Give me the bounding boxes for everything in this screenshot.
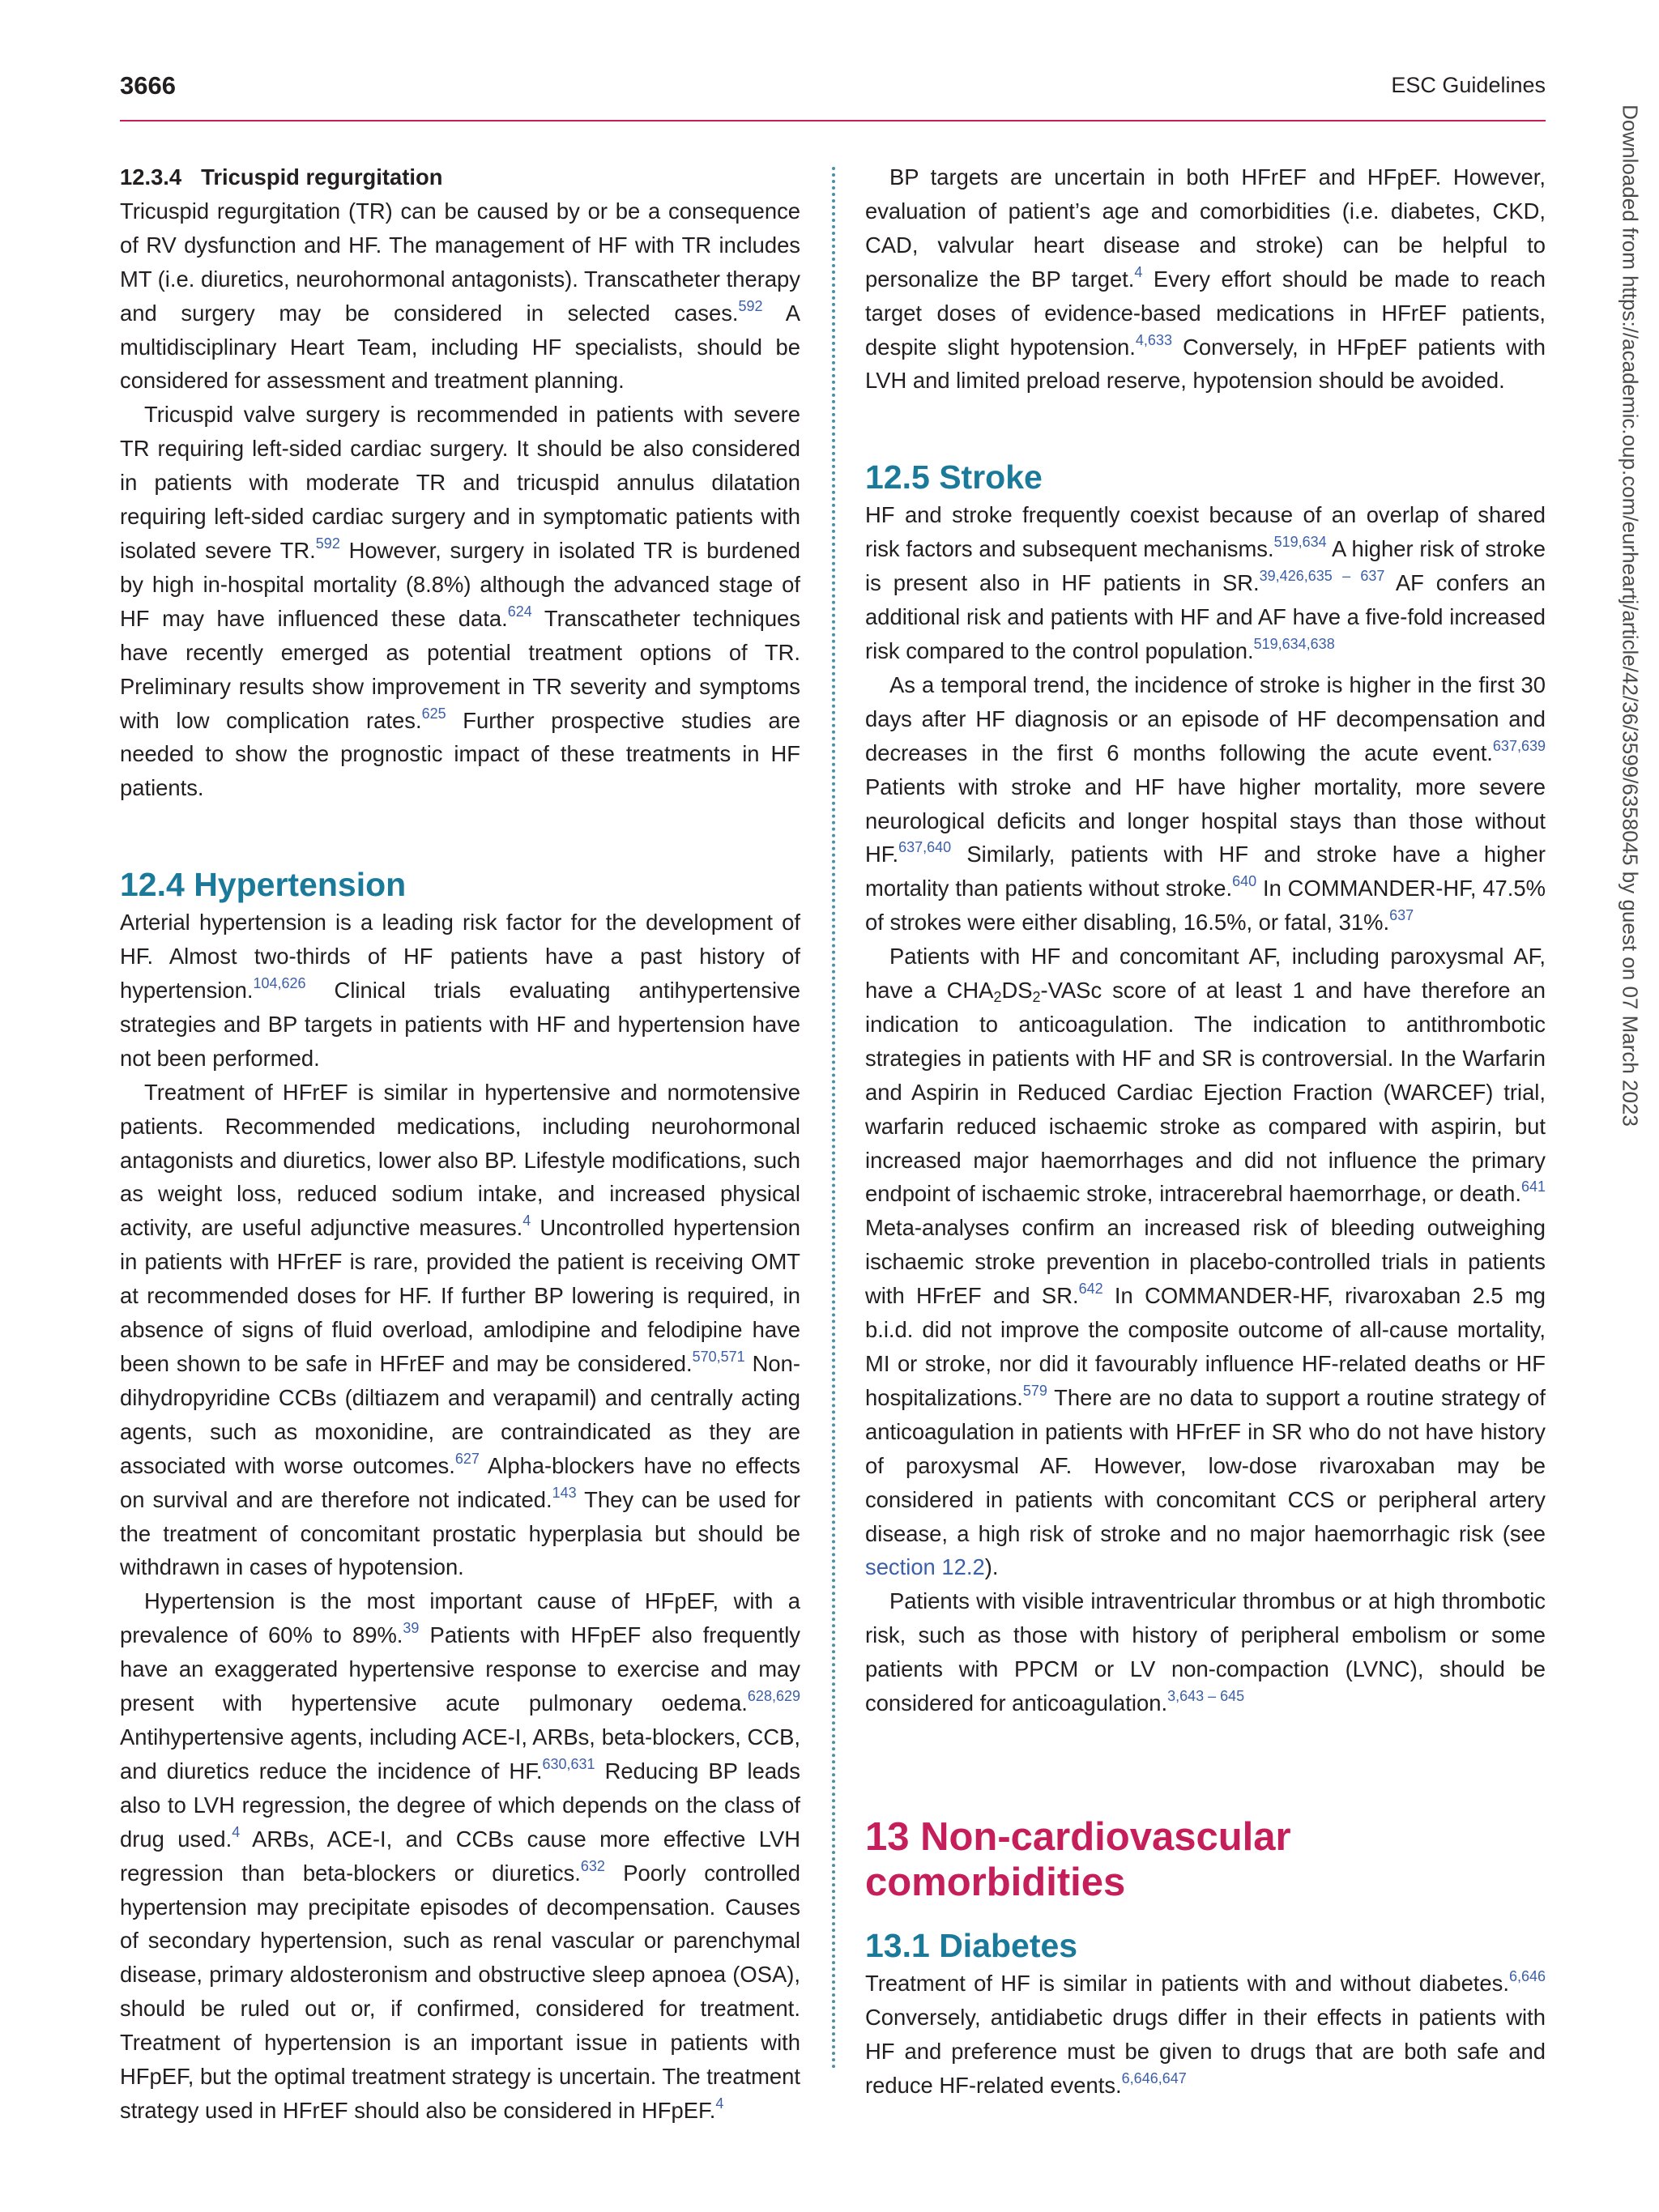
- citation[interactable]: 6,646,647: [1121, 2069, 1187, 2086]
- citation[interactable]: 592: [738, 297, 763, 314]
- citation[interactable]: 642: [1078, 1281, 1103, 1298]
- citation[interactable]: 519,634: [1273, 534, 1327, 551]
- paragraph-st-2: As a temporal trend, the incidence of stroke is higher in the first 30 days after HF diagnosis or an episode of HF decompensation and decreases in the first 6 months following the acute event.$^{637,639}$ Patients with stroke and HF have higher mortality, more severe neurological deficits and longer hospital stays than those without HF.$^{637,640}$ Similarly, patients with HF and stroke have a higher mortality than patients without stroke.$^{640}$ In COMMANDER-HF, 47.5% of strokes were either disabling, 16.5%, or fatal, 31%.$^{637}$: [865, 671, 1546, 936]
- citation[interactable]: 570,571: [692, 1349, 745, 1365]
- citation[interactable]: 641: [1520, 1178, 1546, 1196]
- paragraph-bp-1: BP targets are uncertain in both HFrEF and HFpEF. However, evaluation of patient’s age and comorbidities (i.e. diabetes, CKD, CAD, valvular heart disease and stroke) can be helpful to personalize the BP target.$^4$ Every effort should be made to reach target doses of evidence-based medications in HFrEF patients, despite slight hypotension.$^{4,633}$ Conversely, in HFpEF patients with LVH and limited preload reserve, hypotension should be avoided.: [865, 164, 1546, 394]
- header-rule: [120, 120, 1546, 121]
- right-column: [865, 160, 1546, 2103]
- journal-name: ESC Guidelines: [1391, 73, 1546, 97]
- citation[interactable]: 637: [1389, 907, 1414, 924]
- download-watermark: Downloaded from https://academic.oup.com/eurheartj/article/42/36/3599/6358045 by guest on 07 March 2023: [1618, 104, 1643, 1127]
- page-number: 3666: [120, 71, 176, 100]
- paragraph-st-3: Patients with HF and concomitant AF, including paroxysmal AF, have a $CHA_2DS_2$-VASc score of at least 1 and have therefore an indication to anticoagulation. The indication to antithrombotic strategies in patients with HF and SR is controversial. In the Warfarin and Aspirin in Reduced Cardiac Ejection Fraction (WARCEF) trial, warfarin reduced ischaemic stroke as compared with aspirin, but increased major haemorrhages and did not influence the primary endpoint of ischaemic stroke, intracerebral haemorrhage, or death.$^{641}$ Meta-analyses confirm an increased risk of bleeding outweighing ischaemic stroke prevention in placebo-controlled trials in patients with HFrEF and SR.$^{642}$ In COMMANDER-HF, rivaroxaban 2.5 mg b.i.d. did not improve the composite outcome of all-cause mortality, MI or stroke, nor did it favourably influence HF-related deaths or HF hospitalizations.$^{579}$ There are no data to support a routine strategy of anticoagulation in patients with HFrEF in SR who do not have history of paroxysmal AF. However, low-dose rivaroxaban may be considered in patients with concomitant CCS or peripheral artery disease, a high risk of stroke and no major haemorrhagic risk (see section 12.2).: [865, 944, 1546, 1580]
- citation[interactable]: 628,629: [747, 1688, 800, 1705]
- citation[interactable]: 624: [507, 603, 532, 620]
- left-column: [120, 160, 800, 2128]
- citation[interactable]: 4: [715, 2095, 724, 2112]
- citation[interactable]: 4: [522, 1213, 531, 1230]
- paragraph-ht-3: Hypertension is the most important cause of HFpEF, with a prevalence of 60% to 89%.$^{39}$ Patients with HFpEF also frequently have an exaggerated hypertensive response to exercise and may present with hypertensive acute pulmonary oedema.$^{628,629}$ Antihypertensive agents, including ACE-I, ARBs, beta-blockers, CCB, and diuretics reduce the incidence of HF.$^{630,631}$ Reducing BP leads also to LVH regression, the degree of which depends on the class of drug used.$^4$ ARBs, ACE-I, and CCBs cause more effective LVH regression than beta-blockers or diuretics.$^{632}$ Poorly controlled hypertension may precipitate episodes of decompensation. Causes of secondary hypertension, such as renal vascular or parenchymal disease, primary aldosteronism and obstructive sleep apnoea (OSA), should be ruled out or, if confirmed, considered for treatment. Treatment of hypertension is an important issue in patients with HFpEF, but the optimal treatment strategy is uncertain. The treatment strategy used in HFrEF should also be considered in HFpEF.$^4$: [120, 1588, 801, 2123]
- heading-13-non-cardiovascular-comorbidities: 13 Non-cardiovascular comorbidities: [865, 1814, 1291, 1904]
- section-link[interactable]: section 12.2: [865, 1554, 985, 1580]
- column-divider: [832, 167, 835, 2070]
- heading-12-4-hypertension: 12.4 Hypertension: [120, 866, 407, 904]
- citation[interactable]: 39: [403, 1620, 420, 1637]
- citation[interactable]: 627: [454, 1450, 480, 1467]
- citation[interactable]: 6,646: [1508, 1967, 1546, 1984]
- citation[interactable]: 630,631: [542, 1755, 595, 1772]
- citation[interactable]: 625: [421, 705, 446, 722]
- citation[interactable]: 632: [580, 1857, 605, 1874]
- citation[interactable]: 640: [1232, 873, 1257, 890]
- citation[interactable]: 143: [552, 1484, 577, 1501]
- paragraph-ht-1: Arterial hypertension is a leading risk factor for the development of HF. Almost two-thirds of HF patients have a past history of hypertension.$^{104,626}$ Clinical trials evaluating antihypertensive strategies and BP targets in patients with HF and hypertension have not been performed.: [120, 910, 800, 1071]
- citation[interactable]: 104,626: [253, 975, 306, 992]
- citation[interactable]: 39,426,635 – 637: [1259, 568, 1385, 585]
- citation[interactable]: 4: [232, 1823, 241, 1840]
- citation[interactable]: 3,643 – 645: [1167, 1688, 1245, 1705]
- paragraph-tr-1: Tricuspid regurgitation (TR) can be caused by or be a consequence of RV dysfunction and HF. The management of HF with TR includes MT (i.e. diuretics, neurohormonal antagonists). Transcatheter therapy and surgery may be considered in selected cases.$^{592}$ A multidisciplinary Heart Team, including HF specialists, should be considered for assessment and treatment planning.: [120, 198, 801, 394]
- paragraph-tr-2: Tricuspid valve surgery is recommended in patients with severe TR requiring left-sided cardiac surgery. It should be also considered in patients with moderate TR and tricuspid annulus dilatation requiring left-sided cardiac surgery and in symptomatic patients with isolated severe TR.$^{592}$ However, surgery in isolated TR is burdened by high in-hospital mortality (8.8%) although the advanced stage of HF may have influenced these data.$^{624}$ Transcatheter techniques have recently emerged as potential treatment options of TR. Preliminary results show improvement in TR severity and symptoms with low complication rates.$^{625}$ Further prospective studies are needed to show the prognostic impact of these treatments in HF patients.: [120, 402, 801, 801]
- paragraph-db-1: Treatment of HF is similar in patients with and without diabetes.$^{6,646}$ Conversely, antidiabetic drugs differ in their effects in patients with HF and preference must be given to drugs that are both safe and reduce HF-related events.$^{6,646,647}$: [865, 1967, 1546, 2098]
- citation[interactable]: 519,634,638: [1253, 635, 1335, 652]
- page-header: [120, 71, 1546, 110]
- heading-12-5-stroke: 12.5 Stroke: [865, 458, 1043, 497]
- heading-12-3-4: 12.3.4 Tricuspid regurgitation: [120, 164, 443, 190]
- paragraph-ht-2: Treatment of HFrEF is similar in hypertensive and normotensive patients. Recommended medications, including neurohormonal antagonists and diuretics, lower also BP. Lifestyle modifications, such as weight loss, reduced sodium intake, and increased physical activity, are useful adjunctive measures.$^4$ Uncontrolled hypertension in patients with HFrEF is rare, provided the patient is receiving OMT at recommended doses for HF. If further BP lowering is required, in absence of signs of fluid overload, amlodipine and felodipine have been shown to be safe in HFrEF and may be considered.$^{570,571}$ Non-dihydropyridine CCBs (diltiazem and verapamil) and centrally acting agents, such as moxonidine, are contraindicated as they are associated with worse outcomes.$^{627}$ Alpha-blockers have no effects on survival and are therefore not indicated.$^{143}$ They can be used for the treatment of concomitant prostatic hyperplasia but should be withdrawn in cases of hypotension.: [120, 1079, 800, 1580]
- citation[interactable]: 579: [1022, 1382, 1047, 1399]
- paragraph-st-4: Patients with visible intraventricular thrombus or at high thrombotic risk, such as those with history of peripheral embolism or some patients with PPCM or LV non-compaction (LVNC), should be considered for anticoagulation.$^{3,643 - 645}$: [865, 1588, 1546, 1716]
- citation[interactable]: 637,639: [1492, 737, 1546, 754]
- citation[interactable]: 4: [1134, 263, 1143, 280]
- citation[interactable]: 637,640: [898, 839, 952, 856]
- paragraph-st-1: HF and stroke frequently coexist because of an overlap of shared risk factors and subsequent mechanisms.$^{519,634}$ A higher risk of stroke is present also in HF patients in SR.$^{39,426,635 - 637}$ AF confers an additional risk and patients with HF and AF have a five-fold increased risk compared to the control population.$^{519,634,638}$: [865, 502, 1546, 663]
- heading-13-1-diabetes: 13.1 Diabetes: [865, 1926, 1078, 1964]
- citation[interactable]: 4,633: [1135, 331, 1172, 348]
- citation[interactable]: 592: [315, 535, 340, 552]
